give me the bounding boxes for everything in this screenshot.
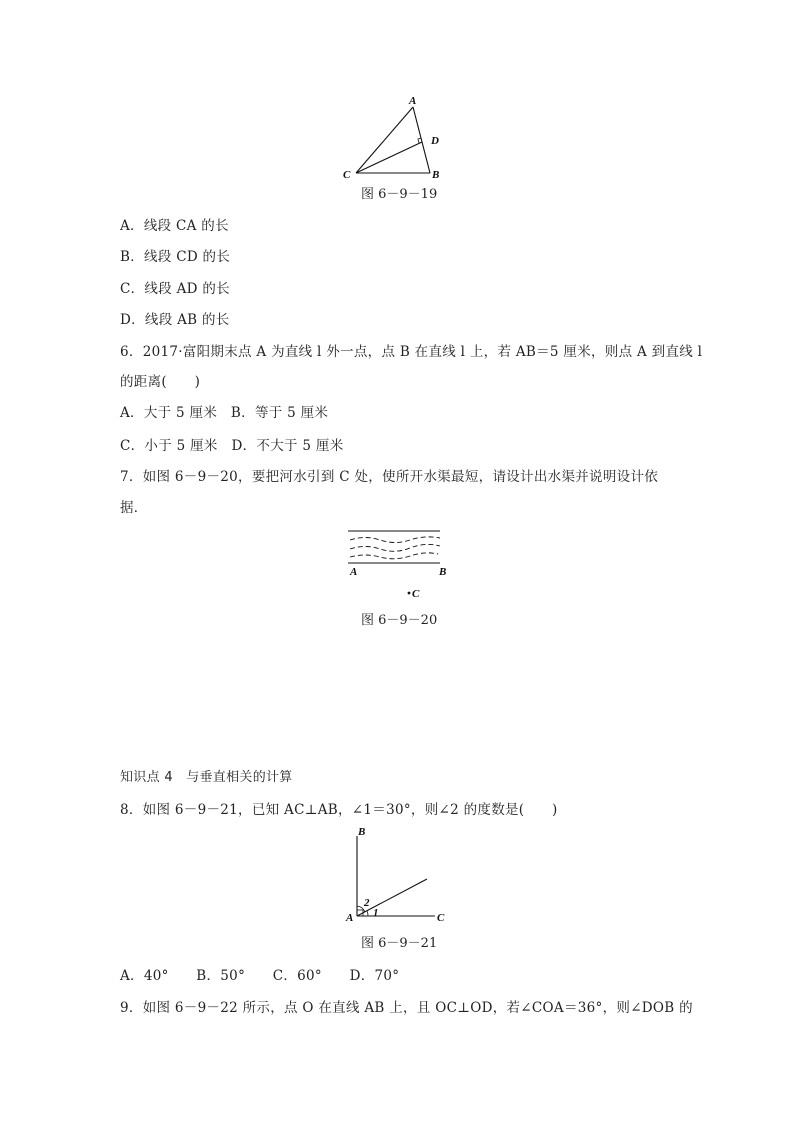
question-6-text-cont: 的距离( )	[120, 374, 201, 390]
figure-caption: 图 6－9－21	[361, 936, 438, 951]
section-title: 知识点 4 与垂直相关的计算	[120, 770, 293, 785]
question-7-text-cont: 据．	[120, 500, 148, 516]
label-a: A	[409, 95, 417, 107]
question-9-text: 9．如图 6－9－22 所示，点 O 在直线 AB 上，且 OC⊥OD，若∠COA＝36°，则∠DOB 的	[120, 1000, 693, 1016]
river-wave	[350, 553, 438, 559]
label-b: B	[439, 566, 447, 578]
label-c: C	[412, 588, 420, 600]
label-a: A	[350, 566, 358, 578]
figure-caption: 图 6－9－19	[361, 187, 438, 202]
question-8-text: 8．如图 6－9－21，已知 AC⊥AB，∠1＝30°，则∠2 的度数是( )	[120, 802, 558, 818]
option-a: A．线段 CA 的长	[120, 218, 229, 234]
label-angle-1: 1	[373, 907, 379, 919]
label-b: B	[358, 826, 366, 838]
angle-1-arc	[367, 911, 368, 916]
figure-6-9-19	[340, 95, 450, 180]
label-angle-2: 2	[364, 897, 370, 909]
point-c	[408, 592, 411, 595]
option-d: D．线段 AB 的长	[120, 312, 230, 328]
question-6-text: 6．2017·富阳期末点 A 为直线 l 外一点，点 B 在直线 l 上，若 AB＝5 厘米，则点 A 到直线 l	[120, 344, 703, 360]
figure-6-9-20	[340, 525, 450, 605]
segment-ca	[356, 107, 413, 173]
question-6-options-2: C．小于 5 厘米 D．不大于 5 厘米	[120, 438, 344, 454]
river-wave	[350, 537, 440, 543]
label-d: D	[431, 135, 439, 147]
segment-cd	[356, 142, 422, 173]
label-b: B	[432, 169, 440, 181]
river-wave	[350, 544, 440, 551]
label-c: C	[343, 169, 351, 181]
figure-caption: 图 6－9－20	[361, 613, 438, 628]
segment-ab	[413, 107, 430, 173]
question-6-options-1: A．大于 5 厘米 B．等于 5 厘米	[120, 405, 329, 421]
option-c: C．线段 AD 的长	[120, 281, 230, 297]
option-b: B．线段 CD 的长	[120, 249, 231, 265]
question-7-text: 7．如图 6－9－20，要把河水引到 C 处，使所开水渠最短，请设计出水渠并说明设计依	[120, 469, 659, 485]
label-c: C	[437, 912, 445, 924]
label-a: A	[346, 912, 354, 924]
figure-6-9-21	[345, 826, 455, 926]
question-8-options: A．40° B．50° C．60° D．70°	[120, 968, 400, 984]
